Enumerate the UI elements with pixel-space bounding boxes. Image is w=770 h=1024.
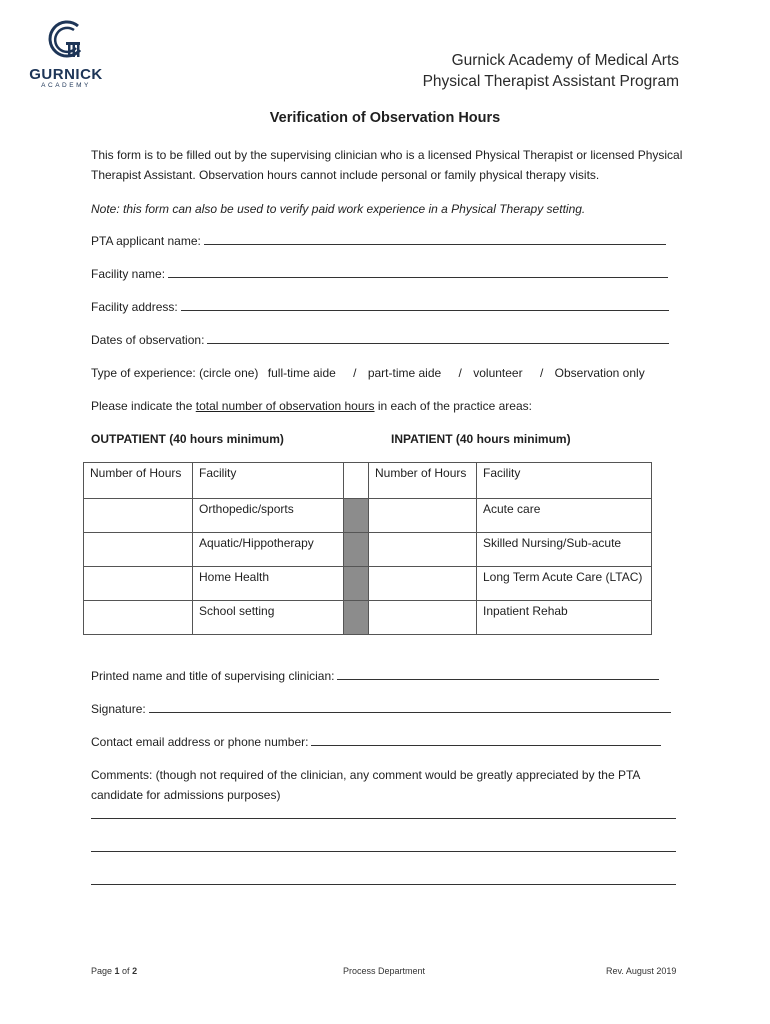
logo-subtitle: ACADEMY [41,82,91,89]
inpatient-hours-cell[interactable] [369,499,477,533]
experience-option-part-time[interactable]: part-time aide [367,366,442,380]
outpatient-hours-cell[interactable] [84,567,193,601]
experience-separator: / [458,366,462,380]
comment-line[interactable] [91,884,676,885]
inpatient-heading: INPATIENT (40 hours minimum) [391,432,571,446]
table-divider [344,463,369,499]
department-label: Process Department [343,966,426,976]
indicate-text-after: in each of the practice areas: [374,399,532,413]
signature-line[interactable] [149,701,671,713]
intro-paragraph: This form is to be filled out by the supervising clinician who is a licensed Physical Therapist or licensed Physical Therapist Assistant. Observation hours cannot include personal or family physical therapy visits. [91,148,683,182]
dates-observation-line[interactable] [207,332,669,344]
outpatient-hours-cell[interactable] [84,499,193,533]
signature-field[interactable] [91,701,671,716]
contact-line[interactable] [311,734,661,746]
table-divider [344,567,369,601]
page-of: of [119,966,133,976]
facility-address-label: Facility address: [91,300,178,314]
inpatient-hours-header: Number of Hours [369,463,477,499]
dates-observation-label: Dates of observation: [91,333,205,347]
observation-hours-table [83,462,652,635]
page-total: 2 [132,966,138,976]
facility-name-line[interactable] [168,266,668,278]
clinician-name-line[interactable] [337,668,659,680]
table-divider [344,499,369,533]
experience-option-observation[interactable]: Observation only [554,366,645,380]
gurnick-g-icon [46,20,86,64]
inpatient-hours-cell[interactable] [369,533,477,567]
contact-field[interactable] [91,734,661,749]
program-header [423,50,679,92]
gurnick-logo [26,20,106,90]
comment-line[interactable] [91,851,676,852]
outpatient-hours-cell[interactable] [84,601,193,635]
inpatient-facility-cell: Acute care [477,499,652,533]
comments-label: Comments: (though not required of the clinician, any comment would be greatly appreciated by the PTA candidate for admissions purposes) [91,768,640,802]
facility-name-field[interactable] [91,266,668,281]
outpatient-heading: OUTPATIENT (40 hours minimum) [91,432,284,446]
academy-name: Gurnick Academy of Medical Arts [451,52,679,69]
table-row [84,533,652,567]
outpatient-hours-header: Number of Hours [84,463,193,499]
applicant-name-label: PTA applicant name: [91,234,201,248]
table-row [84,567,652,601]
clinician-name-label: Printed name and title of supervising clinician: [91,669,335,683]
clinician-name-field[interactable] [91,668,659,683]
applicant-name-field[interactable] [91,233,666,248]
experience-option-full-time[interactable]: full-time aide [267,366,336,380]
experience-separator: / [353,366,357,380]
dates-observation-field[interactable] [91,332,669,347]
page-prefix: Page [91,966,115,976]
facility-address-field[interactable] [91,299,669,314]
outpatient-facility-cell: Home Health [193,567,344,601]
indicate-text-before: Please indicate the [91,399,196,413]
inpatient-facility-header: Facility [477,463,652,499]
program-name: Physical Therapist Assistant Program [422,73,679,90]
table-divider [344,601,369,635]
inpatient-facility-cell: Skilled Nursing/Sub-acute [477,533,652,567]
inpatient-facility-cell: Long Term Acute Care (LTAC) [477,567,652,601]
inpatient-hours-cell[interactable] [369,567,477,601]
page-current: 1 [114,966,120,976]
inpatient-facility-cell: Inpatient Rehab [477,601,652,635]
facility-name-label: Facility name: [91,267,166,281]
outpatient-facility-cell: Aquatic/Hippotherapy [193,533,344,567]
table-row [84,499,652,533]
inpatient-hours-cell[interactable] [369,601,477,635]
experience-type [91,366,651,380]
outpatient-hours-cell[interactable] [84,533,193,567]
table-divider [344,533,369,567]
facility-address-line[interactable] [181,299,669,311]
outpatient-facility-cell: Orthopedic/sports [193,499,344,533]
table-header-row [84,463,652,499]
experience-separator: / [539,366,544,380]
applicant-name-line[interactable] [204,233,666,245]
revision-label: Rev. August 2019 [606,966,677,976]
outpatient-facility-cell: School setting [193,601,344,635]
contact-label: Contact email address or phone number: [91,735,309,749]
indicate-text-underlined: total number of observation hours [195,399,375,413]
experience-option-volunteer[interactable]: volunteer [473,366,523,380]
note-paragraph: Note: this form can also be used to verify paid work experience in a Physical Therapy setting. [91,202,586,216]
signature-label: Signature: [91,702,146,716]
page-number [91,966,137,976]
indicate-instructions [91,399,532,413]
page-title: Verification of Observation Hours [269,110,501,126]
table-row [84,601,652,635]
logo-wordmark: GURNICK [29,66,103,83]
outpatient-facility-header: Facility [193,463,344,499]
comment-line[interactable] [91,818,676,819]
experience-label: Type of experience: (circle one) [91,366,259,380]
